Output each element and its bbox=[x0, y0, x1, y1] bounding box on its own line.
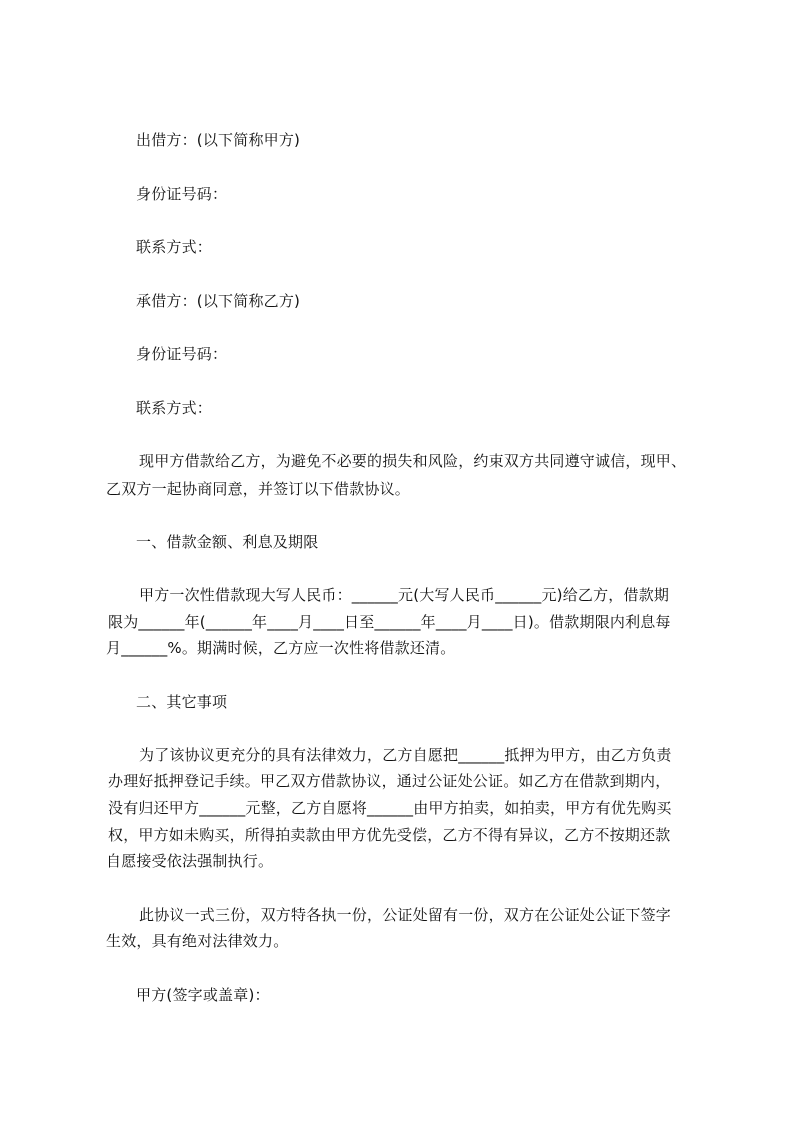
copies-line-1: 此协议一式三份，双方特各执一份，公证处留有一份，双方在公证处公证下签字 bbox=[139, 906, 672, 924]
lender-contact-label: 联系方式： bbox=[136, 238, 213, 256]
section2-line-2: 办理好抵押登记手续。甲乙双方借款协议，通过公证处公证。如乙方在借款到期内， bbox=[108, 772, 671, 790]
section2-line-4: 权，甲方如未购买，所得拍卖款由甲方优先受偿，乙方不得有异议，乙方不按期还款 bbox=[108, 826, 671, 844]
section2-line-1: 为了该协议更充分的具有法律效力，乙方自愿把______抵押为甲方，由乙方负责 bbox=[139, 746, 672, 764]
intro-line-1: 现甲方借款给乙方，为避免不必要的损失和风险，约束双方共同遵守诚信，现甲、 bbox=[139, 452, 687, 470]
section1-heading: 一、借款金额、利息及期限 bbox=[136, 533, 319, 551]
intro-line-2: 乙双方一起协商同意，并签订以下借款协议。 bbox=[106, 480, 411, 498]
lender-label: 出借方：(以下简称甲方) bbox=[136, 131, 301, 149]
section2-heading: 二、其它事项 bbox=[136, 693, 228, 711]
section2-line-5: 自愿接受依法强制执行。 bbox=[106, 852, 274, 870]
signature-party-a: 甲方(签字或盖章)： bbox=[136, 986, 270, 1004]
lender-id-label: 身份证号码： bbox=[136, 185, 228, 203]
section1-line-2: 限为______年(______年____月____日至______年____月____日)。借款期限内利息每 bbox=[108, 613, 671, 631]
section1-line-1: 甲方一次性借款现大写人民币：______元(大写人民币______元)给乙方，借款期 bbox=[139, 586, 670, 604]
borrower-id-label: 身份证号码： bbox=[136, 345, 228, 363]
borrower-contact-label: 联系方式： bbox=[136, 399, 213, 417]
copies-line-2: 生效，具有绝对法律效力。 bbox=[106, 932, 289, 950]
section1-line-3: 月______%。期满时候，乙方应一次性将借款还清。 bbox=[106, 639, 456, 657]
borrower-label: 承借方：(以下简称乙方) bbox=[136, 292, 301, 310]
section2-line-3: 没有归还甲方______元整，乙方自愿将______由甲方拍卖，如拍卖，甲方有优先购买 bbox=[108, 799, 672, 817]
